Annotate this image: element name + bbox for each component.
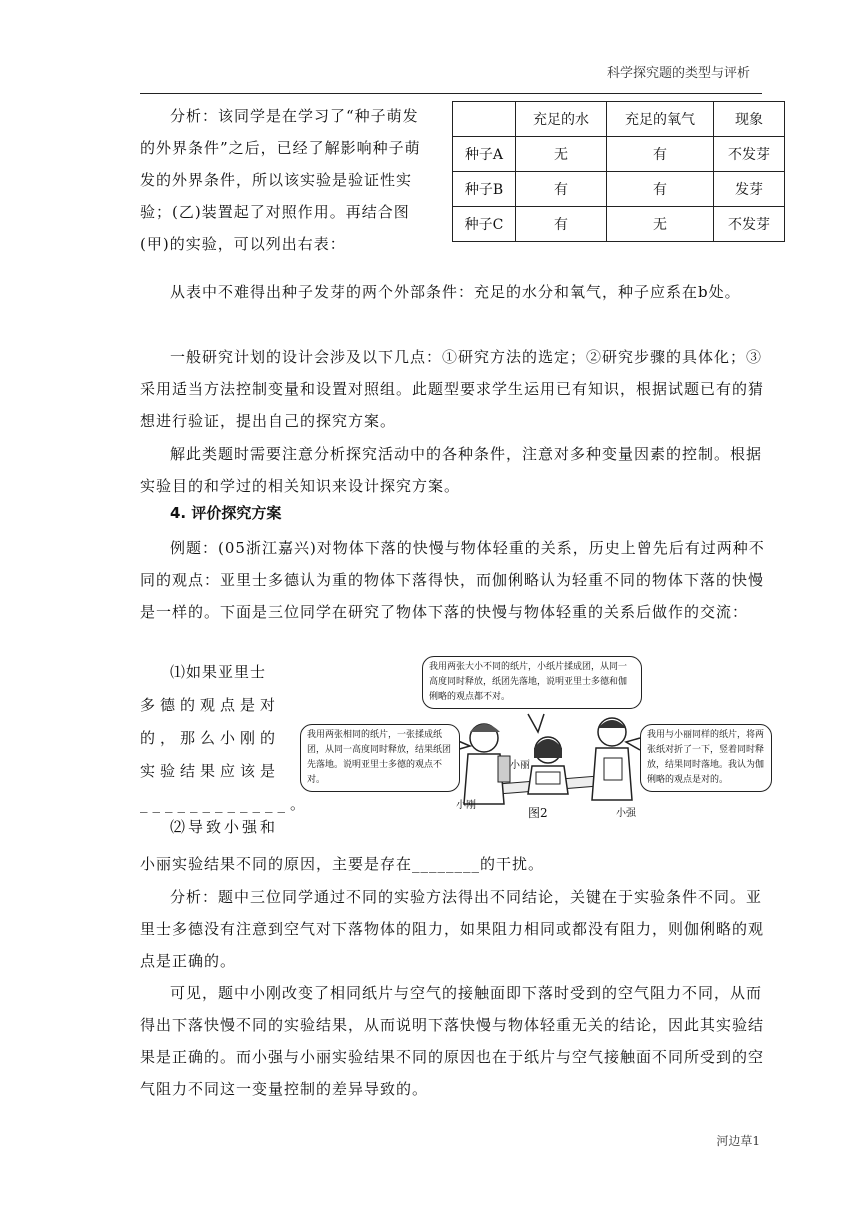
speech-bubble-right: 我用与小丽同样的纸片，将两张纸对折了一下，竖着同时释放，结果同时落地。我认为伽俐略的观点是对的。: [640, 724, 772, 792]
analysis-paragraph: 分析：该同学是在学习了“种子萌发的外界条件”之后，已经了解影响种子萌发的外界条件，所以该实验是验证性实验；(乙)装置起了对照作用。再结合图(甲)的实验，可以列出右表：: [140, 107, 421, 253]
table-cell: 充足的氧气: [607, 102, 714, 137]
figure-caption: 图2: [528, 806, 548, 820]
table-cell: 有: [516, 207, 607, 242]
table-cell: 有: [607, 137, 714, 172]
table-row: [453, 207, 785, 242]
table-cell: 现象: [714, 102, 785, 137]
label-xiaoqiang: 小强: [616, 808, 636, 819]
table-cell: 有: [516, 172, 607, 207]
table-cell: 种子A: [453, 137, 516, 172]
table-cell: 充足的水: [516, 102, 607, 137]
table-cell: 不发芽: [714, 137, 785, 172]
table-cell: 种子B: [453, 172, 516, 207]
table-cell: 无: [516, 137, 607, 172]
question-1-body: 多德的观点是对的，那么小刚的实验结果应该是____________。: [140, 696, 311, 813]
table-cell: 无: [607, 207, 714, 242]
table-header-row: [453, 102, 785, 137]
speech-bubble-left: 我用两张相同的纸片，一张揉成纸团，从同一高度同时释放，结果纸团先落地。说明亚里士多德的观点不对。: [300, 724, 460, 792]
table-cell: 发芽: [714, 172, 785, 207]
label-xiaoli: 小丽: [510, 760, 530, 771]
table-row: [453, 172, 785, 207]
page-footer: 河边草1: [716, 1134, 760, 1148]
question-2-body: 小丽实验结果不同的原因，主要是存在________的干扰。: [140, 855, 545, 873]
header-rule: [140, 93, 762, 94]
figure-students-experiment: [298, 654, 770, 824]
paragraph-solving-tips: 解此类题时需要注意分析探究活动中的各种条件，注意对多种变量因素的控制。根据实验目的和学过的相关知识来设计探究方案。: [140, 445, 763, 495]
speech-bubble-top: 我用两张大小不同的纸片，小纸片揉成团，从同一高度同时释放，纸团先落地，说明亚里士多德和伽俐略的观点都不对。: [422, 656, 642, 709]
example-question: 例题：(05浙江嘉兴)对物体下落的快慢与物体轻重的关系，历史上曾先后有过两种不同的观点：亚里士多德认为重的物体下落得快，而伽俐略认为轻重不同的物体下落的快慢是一样的。下面是三位同学在研究了物体下落的快慢与物体轻重的关系后做作的交流：: [140, 539, 765, 621]
section-title: 4. 评价探究方案: [170, 504, 282, 522]
paragraph-conclusion: 从表中不难得出种子发芽的两个外部条件：充足的水分和氧气，种子应系在b处。: [170, 283, 741, 301]
table-row: [453, 137, 785, 172]
running-header: 科学探究题的类型与评析: [606, 66, 750, 81]
seed-condition-table: [452, 101, 785, 242]
table-cell: 有: [607, 172, 714, 207]
table-cell: [453, 102, 516, 137]
table-cell: 不发芽: [714, 207, 785, 242]
paragraph-analysis-2: 分析：题中三位同学通过不同的实验方法得出不同结论，关键在于实验条件不同。亚里士多德没有注意到空气对下落物体的阻力，如果阻力相同或都没有阻力，则伽俐略的观点是正确的。: [140, 888, 765, 970]
paragraph-research-plan: 一般研究计划的设计会涉及以下几点：①研究方法的选定；②研究步骤的具体化；③采用适当方法控制变量和设置对照组。此题型要求学生运用已有知识，根据试题已有的猜想进行验证，提出自己的探究方案。: [140, 348, 765, 430]
table-cell: 种子C: [453, 207, 516, 242]
question-2-lead: ⑵导致小强和: [170, 818, 279, 836]
question-1: [140, 656, 311, 821]
label-xiaogang: 小刚: [456, 800, 476, 811]
paragraph-conclusion-2: 可见，题中小刚改变了相同纸片与空气的接触面即下落时受到的空气阻力不同，从而得出下落快慢不同的实验结果，从而说明下落快慢与物体轻重无关的结论，因此其实验结果是正确的。而小强与小丽实验结果不同的原因也在于纸片与空气接触面不同所受到的空气阻力不同这一变量控制的差异导致的。: [140, 984, 765, 1098]
question-1-lead: ⑴如果亚里士: [170, 663, 267, 681]
